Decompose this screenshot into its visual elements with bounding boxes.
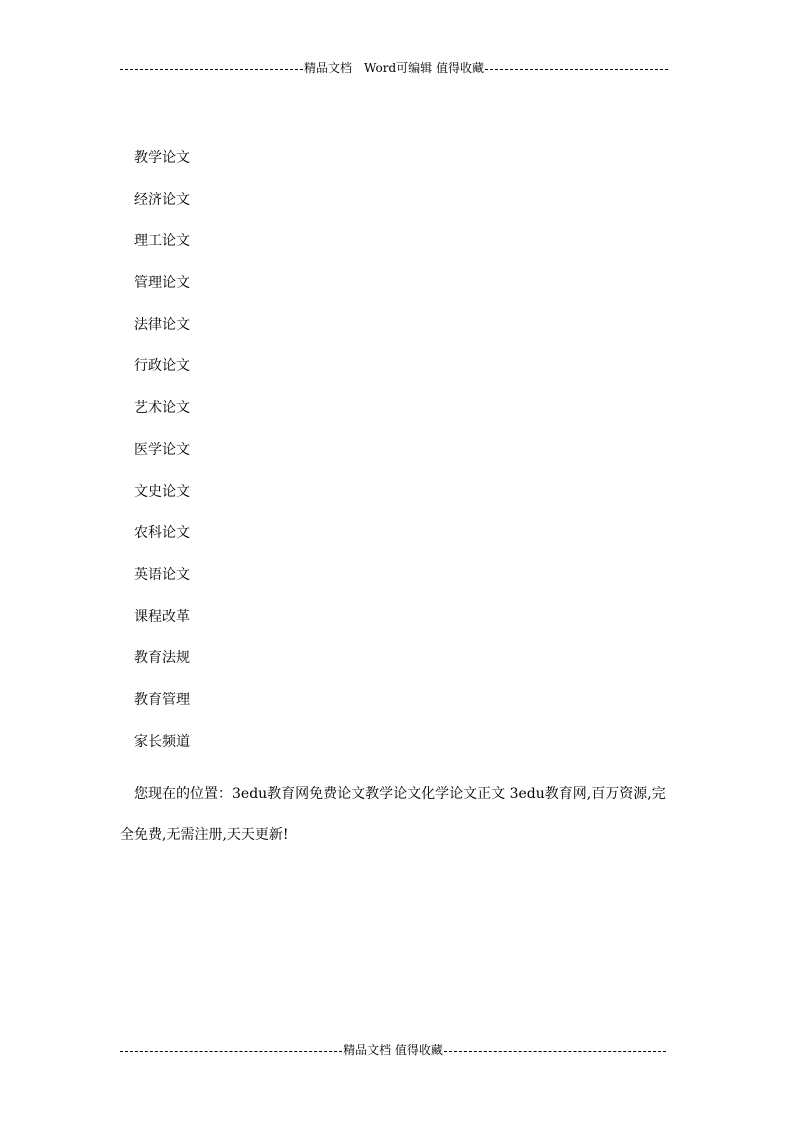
category-link-engineering[interactable]: 理工论文: [134, 233, 190, 250]
header-right-dashes: [485, 69, 668, 70]
category-link-medicine[interactable]: 医学论文: [134, 441, 190, 458]
category-link-education-law[interactable]: 教育法规: [134, 650, 190, 667]
category-link-administration[interactable]: 行政论文: [134, 358, 190, 375]
category-link-economics[interactable]: 经济论文: [134, 191, 190, 208]
category-link-english[interactable]: 英语论文: [134, 566, 190, 583]
footer-text: 精品文档 值得收藏: [343, 1043, 443, 1057]
page-footer: [120, 1043, 666, 1057]
category-link-humanities[interactable]: 文史论文: [134, 483, 190, 500]
page-header: [120, 61, 668, 75]
category-link-teaching[interactable]: 教学论文: [134, 150, 190, 166]
category-link-parents-channel[interactable]: 家长频道: [134, 733, 190, 750]
category-link-list: [134, 148, 190, 773]
header-left-dashes: [120, 69, 303, 70]
header-text: 精品文档 Word可编辑 值得收藏: [304, 61, 484, 75]
footer-left-dashes: [120, 1051, 342, 1052]
breadcrumb-location: 您现在的位置：3edu教育网免费论文教学论文化学论文正文 3edu教育网,百万资源,完全免费,无需注册,天天更新!: [120, 786, 666, 843]
category-link-law[interactable]: 法律论文: [134, 316, 190, 333]
category-link-art[interactable]: 艺术论文: [134, 400, 190, 417]
category-link-curriculum-reform[interactable]: 课程改革: [134, 608, 190, 625]
category-link-management[interactable]: 管理论文: [134, 275, 190, 292]
category-link-education-management[interactable]: 教育管理: [134, 691, 190, 708]
category-link-agriculture[interactable]: 农科论文: [134, 525, 190, 542]
footer-right-dashes: [444, 1051, 666, 1052]
